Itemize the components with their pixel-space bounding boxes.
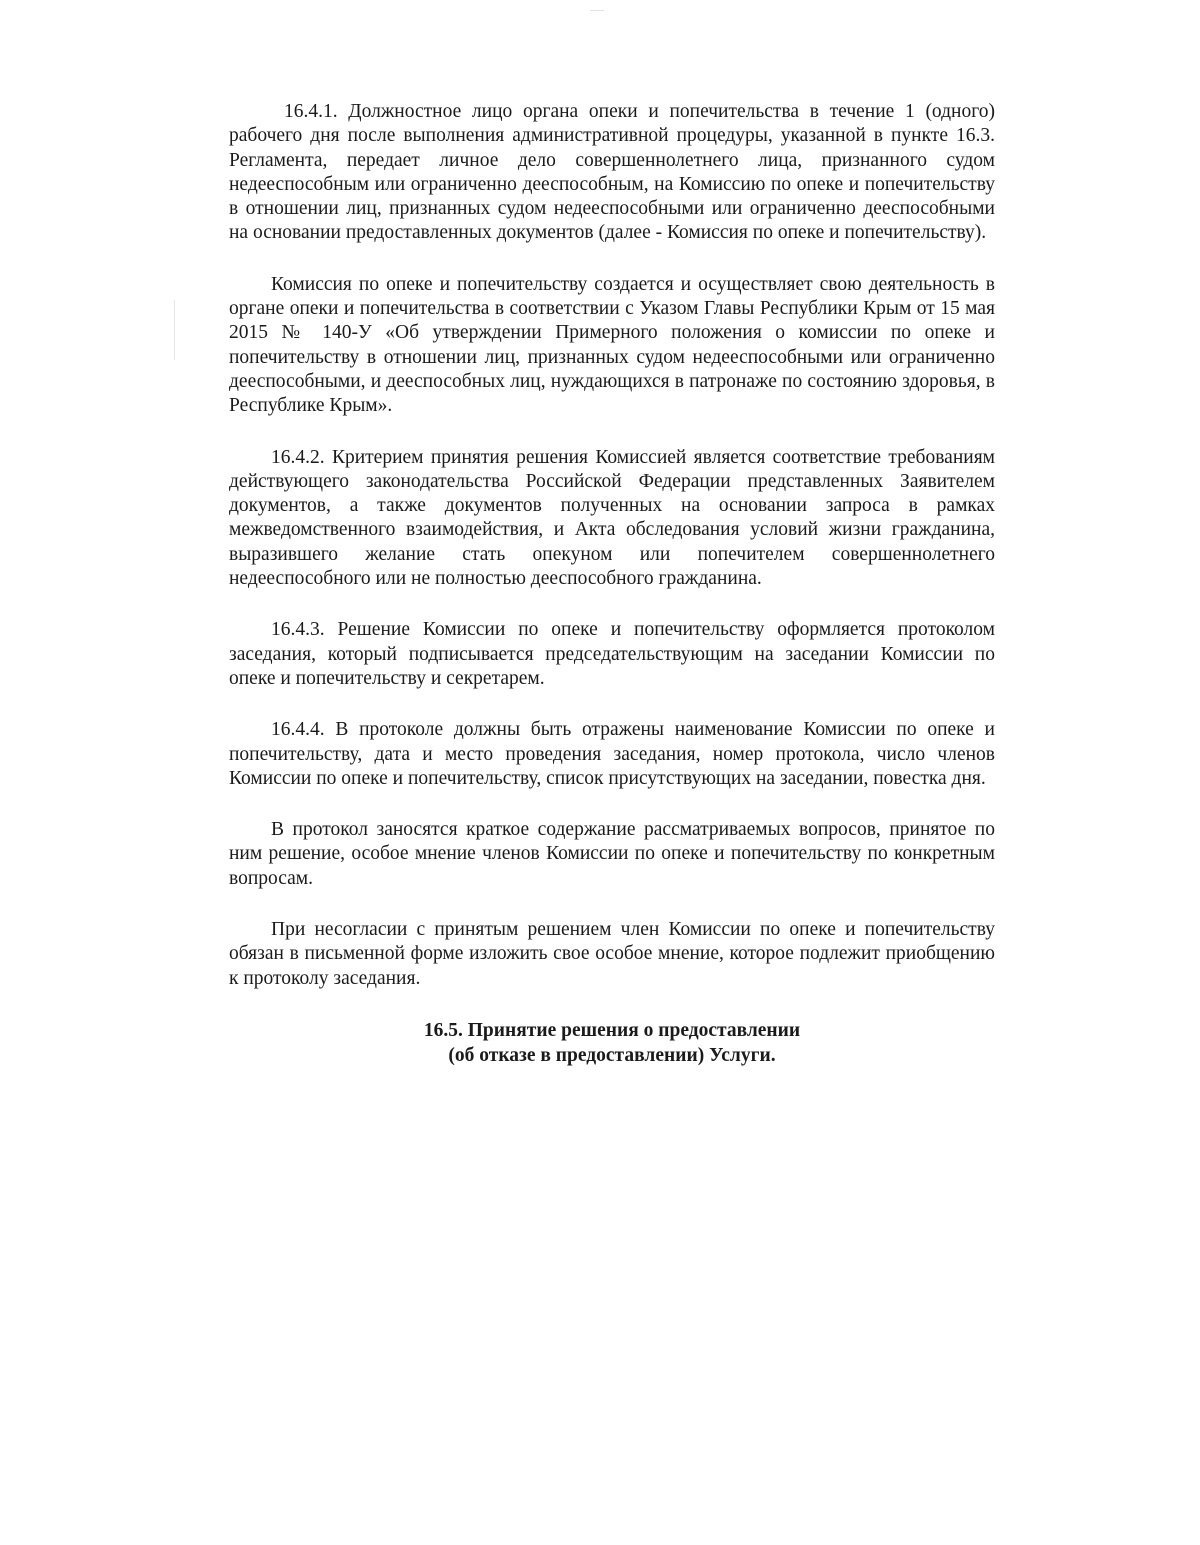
scan-artifact (174, 300, 175, 360)
scan-artifact (590, 10, 604, 11)
section-heading-line-1: 16.5. Принятие решения о предоставлении (423, 1019, 801, 1041)
section-heading-line-2: (об отказе в предоставлении) Услуги. (448, 1044, 776, 1066)
paragraph-16-4-2: 16.4.2. Критерием принятия решения Комиссией является соответствие требованиям действующего законодательства Российской Федерации представленных Заявителем документов, а также документов полученных на основании запроса в рамках межведомственного взаимодействия, и Акта обследования условий жизни гражданина, выразившего желание стать опекуном или попечителем совершеннолетнего недееспособного или не полностью дееспособного гражданина. (229, 446, 995, 590)
paragraph-16-4-3: 16.4.3. Решение Комиссии по опеке и попечительству оформляется протоколом заседания, который подписывается председательствующим на заседании Комиссии по опеке и попечительству и секретарем. (229, 619, 995, 689)
paragraph-16-4-4: 16.4.4. В протоколе должны быть отражены наименование Комиссии по опеке и попечительству, дата и место проведения заседания, номер протокола, число членов Комиссии по опеке и попечительству, список присутствующих на заседании, повестка дня. (229, 719, 995, 789)
paragraph-16-4-1: 16.4.1. Должностное лицо органа опеки и попечительства в течение 1 (одного) рабочего дня после выполнения административной процедуры, указанной в пункте 16.3. Регламента, передает личное дело совершеннолетнего лица, признанного судом недееспособным или ограниченно дееспособным, на Комиссию по опеке и попечительству в отношении лиц, признанных судом недееспособными или ограниченно дееспособными на основании предоставленных документов (далее - Комиссия по опеке и попечительству). (229, 101, 995, 244)
paragraph-protocol-contents: В протокол заносятся краткое содержание рассматриваемых вопросов, принятое по ним решение, особое мнение членов Комиссии по опеке и попечительству по конкретным вопросам. (229, 819, 995, 889)
document-body (229, 100, 995, 1068)
section-heading-16-5 (229, 1018, 995, 1068)
paragraph-dissenting-opinion: При несогласии с принятым решением член Комиссии по опеке и попечительству обязан в письменной форме изложить свое особое мнение, которое подлежит приобщению к протоколу заседания. (229, 919, 995, 989)
paragraph-commission-creation: Комиссия по опеке и попечительству создается и осуществляет свою деятельность в органе опеки и попечительства в соответствии с Указом Главы Республики Крым от 15 мая 2015 № 140-У «Об утверждении Примерного положения о комиссии по опеке и попечительству в отношении лиц, признанных судом недееспособными или ограниченно дееспособными, и дееспособных лиц, нуждающихся в патронаже по состоянию здоровья, в Республике Крым». (229, 273, 995, 417)
